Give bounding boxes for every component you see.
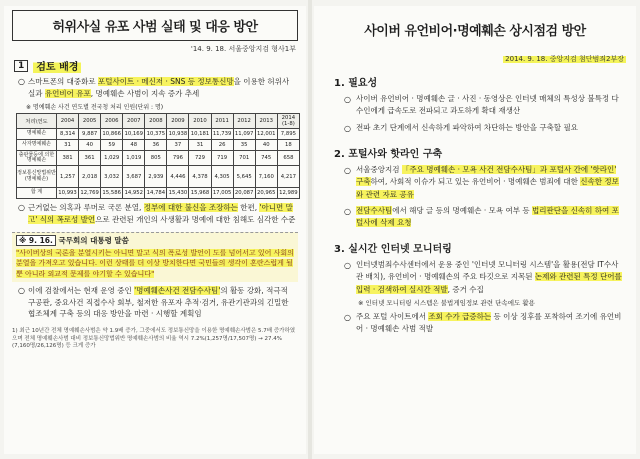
section-background-heading — [14, 58, 296, 73]
bullet-monitoring-2: ○ 주요 포털 사이트에서 조회 수가 급증하는 등 이상 징후를 포착하여 조기에 유언비어 · 명예훼손 사범 적발 — [344, 311, 624, 336]
circle-bullet-icon: ○ — [344, 207, 351, 217]
table-row: 명예훼손 8,314 9,887 10,866 10,169 10,375 10,938 10,181 11,739 11,097 12,001 7,895 — [17, 129, 300, 140]
footnote: 1) 최근 10년간 전체 명예훼손사범은 약 1.9배 증가, 그중에서도 정보통신망을 이용한 명예훼손사범은 5.7배 증가하였으며 전체 명예훼손사범 대비 정보통신망법위반 명예훼손사범의 비율 역시 7.2%(1,257명/17,507명) → 27.4%(7,160명/26,126명) 등 크게 증가 — [12, 327, 296, 350]
table-header-row — [17, 114, 300, 129]
bullet-response-plan: ○ 이에 검찰에서는 현재 운영 중인 '명예훼손사건 전담수사팀'의 활동 강화, 적극적 구공판, 중요사건 직접수사 회부, 철저한 유포자 추적·검거, 유관기관과의 긴밀한 협조체계 구축 등의 대응 방안을 마련 · 시행할 계획임 — [18, 286, 289, 319]
table-header-cell: 2007 — [123, 114, 145, 129]
circle-bullet-icon: ○ — [18, 77, 25, 86]
bullet-distrust: ○ 근거없는 의혹과 루머로 국론 분열, 정부에 대한 불신을 조장하는 한편, '아니면 말고' 식의 폭로성 발언으로 관련된 개인의 사생활과 명예에 대한 침해도 심각한 수준 — [18, 203, 296, 224]
bullet-monitoring-1: ○ 인터넷범죄수사센터에서 운용 중인 '인터넷 모니터링 시스템'을 활용(전담 IT수사관 배치), 유언비어 · 명예훼손의 주요 타깃으로 지목된 논제와 관련된 특정 단어를 입력 · 검색하여 실시간 적발, 증거 수집 — [344, 259, 624, 296]
right-document — [314, 6, 636, 454]
circle-bullet-icon: ○ — [18, 203, 25, 213]
circle-bullet-icon: ○ — [344, 95, 351, 104]
table-header-cell: 처리\연도 — [17, 114, 57, 129]
bullet-hotline-1: ○ 서울중앙지검 「주요 명예훼손 · 모욕 사건 전담수사팀」과 포털사 간에 '핫라인' 구축하여, 사회적 이슈가 되고 있는 유언비어 · 명예훼손 범죄에 대한 신속한 정보와 관련 자료 공유 — [344, 164, 624, 201]
left-date-line: '14. 9. 18. 서울중앙지검 형사1부 — [190, 45, 296, 53]
table-header-cell: 2005 — [79, 114, 101, 129]
circle-bullet-icon: ○ — [344, 165, 351, 175]
defamation-stats-table — [16, 113, 300, 199]
right-date-line: 2014. 9. 18. 중앙지검 첨단범죄2부장 — [505, 55, 624, 63]
left-document — [4, 6, 306, 454]
table-row: 출판물등에 의한명예훼손 381 361 1,029 1,019 805 796 729 719 701 745 658 — [17, 151, 300, 166]
bullet-hotline-2: ○ 전담수사팀에서 해당 글 등의 명예훼손 · 모욕 여부 등 법리판단을 신속히 하여 포털사에 삭제 요청 — [344, 205, 624, 230]
table-header-cell: 2012 — [233, 114, 255, 129]
table-header-cell: 2011 — [211, 114, 233, 129]
table-header-cell: 2010 — [189, 114, 211, 129]
remark-quote: "사이버상의 국론을 분열시키는 아니면 말고 식의 폭로성 발언이 도를 넘어서고 있어 사회의 분열을 가져오고 있습니다. 이런 상태를 더 이상 방치한다면 국민들의 생각이 혼란스럽게 될 뿐 아니라 외교적 문제를 야기할 수 있습니다" — [16, 248, 294, 278]
circle-bullet-icon: ○ — [344, 312, 351, 322]
table-header-cell: 2008 — [145, 114, 167, 129]
table-header-cell: 2014 (1-8) — [277, 114, 299, 129]
bullet-sns-trend: ○ 스마트폰의 대중화로 포털사이트 · 메신저 · SNS 등 정보통신망을 이용한 허위사실과 유언비어 유포, 명예훼손 사범이 지속 증가 추세 — [18, 77, 290, 98]
circle-bullet-icon: ○ — [18, 286, 25, 295]
section-necessity-heading: 1. 필요성 — [334, 78, 378, 89]
monitoring-note: ※ 인터넷 모니터링 시스템은 불법게임정보 관련 단속에도 활용 — [358, 298, 535, 307]
section-hotline-heading: 2. 포털사와 핫라인 구축 — [334, 148, 443, 160]
section-monitoring-heading: 3. 실시간 인터넷 모니터링 — [334, 243, 452, 255]
section-label: 검토 배경 — [33, 58, 81, 73]
page-gutter — [308, 0, 312, 459]
bullet-necessity-2: ○ 전파 초기 단계에서 신속하게 파악하여 차단하는 방안을 구축할 필요 — [344, 122, 624, 135]
section-number: 1 — [14, 60, 28, 72]
remark-label: 국무회의 대통령 말씀 — [58, 235, 129, 245]
circle-bullet-icon: ○ — [344, 123, 351, 133]
table-header-cell: 2004 — [57, 114, 79, 129]
table-header-cell: 2006 — [101, 114, 123, 129]
table-row: 정보통신망법위반(명예훼손) 1,257 2,018 3,032 3,687 2,939 4,446 4,378 4,305 5,645 7,160 4,217 — [17, 166, 300, 188]
left-title: 허위사실 유포 사범 실태 및 대응 방안 — [12, 10, 298, 41]
table-row: 사자명예훼손 31 40 59 48 36 37 31 26 35 40 18 — [17, 140, 300, 151]
right-title: 사이버 유언비어·명예훼손 상시점검 방안 — [364, 24, 586, 39]
table-row-total: 합 계 10,993 12,769 15,586 14,952 14,784 15,430 15,968 17,005 20,087 20,965 12,989 — [17, 188, 300, 199]
bullet-necessity-1: ○ 사이버 유언비어 · 명예훼손 글 · 사진 · 동영상은 인터넷 매체의 특성상 불특정 다수인에게 급속도로 전파되고 과도하게 확대 재생산 — [344, 93, 624, 118]
circle-bullet-icon: ○ — [344, 260, 351, 270]
remark-date: ※ 9. 16. — [16, 235, 56, 246]
table-header-cell: 2013 — [255, 114, 277, 129]
table-caption: ※ 명예훼손 사건 연도별 전국청 처리 인원(단위 : 명) — [26, 104, 164, 112]
table-header-cell: 2009 — [167, 114, 189, 129]
presidential-remark-box — [12, 232, 298, 283]
remark-heading — [16, 235, 294, 246]
